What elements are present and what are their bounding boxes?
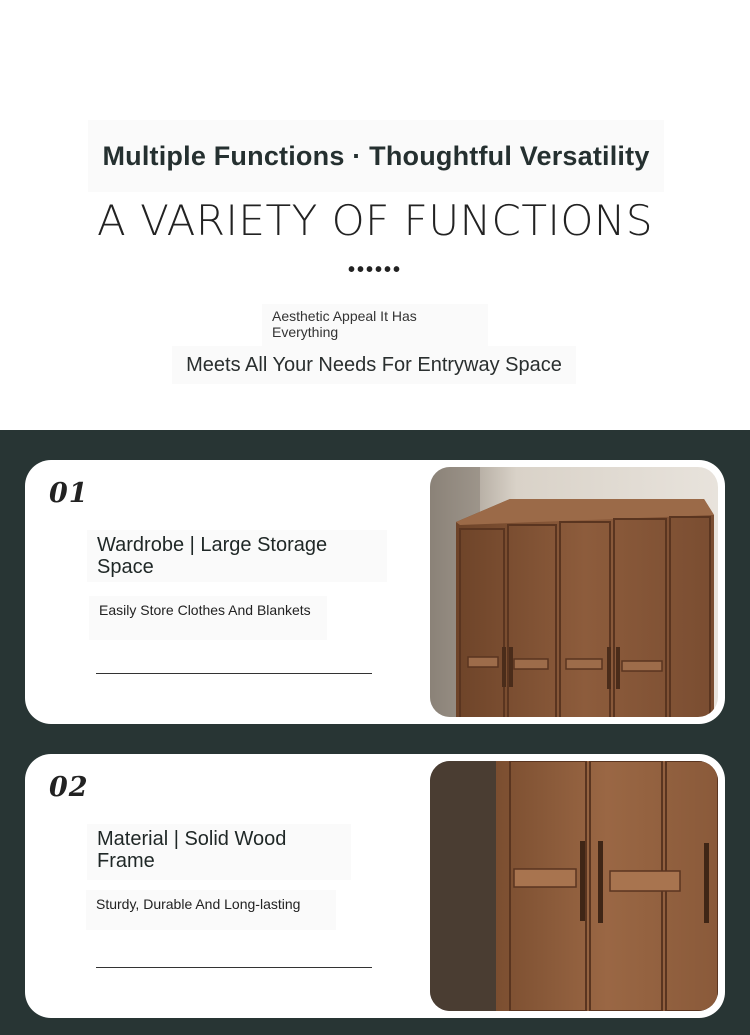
feature-description: Sturdy, Durable And Long-lasting (86, 890, 336, 930)
feature-card-1 (25, 460, 725, 724)
wardrobe-photo (430, 467, 718, 717)
aesthetic-caption: Aesthetic Appeal It Has Everything (262, 304, 488, 346)
subtitle: Meets All Your Needs For Entryway Space (172, 346, 576, 384)
feature-number: 02 (49, 772, 89, 803)
feature-description: Easily Store Clothes And Blankets (89, 596, 327, 640)
intro-section (0, 0, 750, 430)
wood-detail-photo (430, 761, 718, 1011)
feature-card-2 (25, 754, 725, 1018)
page-title: A VARIETY OF FUNCTIONS (96, 196, 653, 245)
feature-title: Material | Solid Wood Frame (87, 824, 351, 880)
dots-divider: •••••• (347, 259, 402, 281)
divider-line (96, 673, 372, 674)
feature-number: 01 (49, 478, 89, 509)
headline: Multiple Functions · Thoughtful Versatility (88, 120, 664, 192)
divider-line (96, 967, 372, 968)
feature-title: Wardrobe | Large Storage Space (87, 530, 387, 582)
